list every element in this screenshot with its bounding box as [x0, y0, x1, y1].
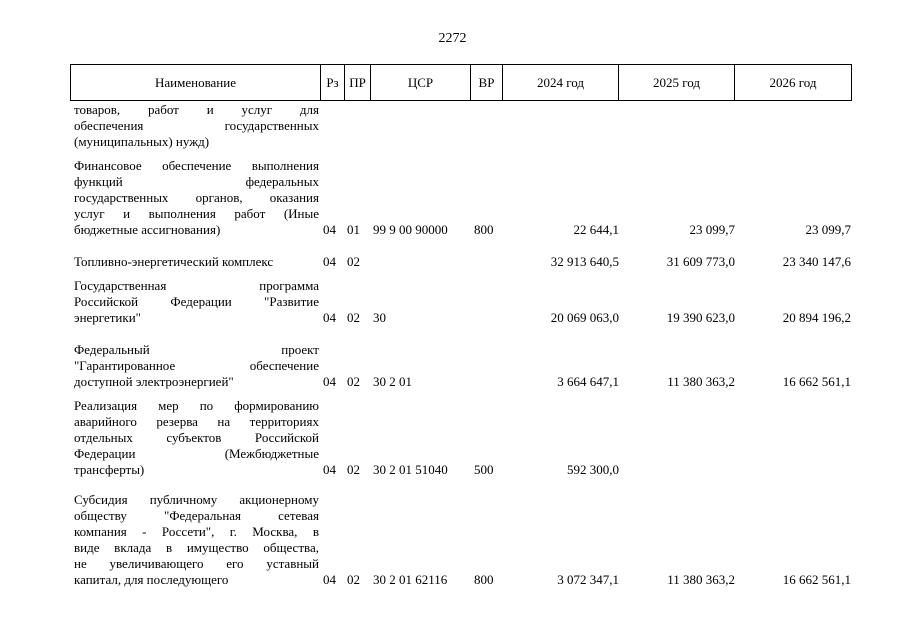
- row-2025: 11 380 363,2: [667, 572, 735, 587]
- row-name: [74, 492, 319, 588]
- row-pr: 02: [347, 310, 360, 325]
- header-vr: ВР: [471, 65, 503, 101]
- page-number: 2272: [438, 31, 467, 46]
- row-vr: 800: [474, 572, 494, 587]
- row-name-line: "Гарантированное обеспечение: [74, 358, 319, 373]
- row-name-line: (муниципальных) нужд): [74, 134, 210, 149]
- row-2025: 19 390 623,0: [666, 310, 735, 325]
- row-2025: 31 609 773,0: [666, 254, 735, 269]
- row-name-line: Субсидия публичному акционерному: [74, 492, 319, 507]
- row-name: [74, 342, 319, 390]
- row-name: [74, 278, 319, 326]
- row-name-line: товаров, работ и услуг для: [74, 102, 319, 117]
- row-name: [74, 102, 319, 150]
- row-name-line: доступной электроэнергией": [74, 374, 234, 389]
- row-csr: 30 2 01 62116: [373, 572, 448, 587]
- table-header: [70, 64, 852, 101]
- row-name-line: отдельных субъектов Российской: [74, 430, 319, 445]
- row-name: [74, 398, 319, 478]
- row-pr: 02: [347, 254, 360, 269]
- row-2026: 16 662 561,1: [782, 572, 851, 587]
- header-2026: 2026 год: [735, 65, 852, 101]
- row-name-line: Реализация мер по формированию: [74, 398, 319, 413]
- row-name-line: Топливно-энергетический комплекс: [74, 254, 274, 269]
- row-csr: 30 2 01: [373, 374, 412, 389]
- header-2024: 2024 год: [503, 65, 619, 101]
- row-2026: 20 894 196,2: [782, 310, 851, 325]
- row-vr: 800: [474, 222, 494, 237]
- row-name-line: виде вклада в имущество общества,: [74, 540, 319, 555]
- row-name-line: Государственная программа: [74, 278, 319, 293]
- row-name-line: государственных органов, оказания: [74, 190, 319, 205]
- row-2024: 20 069 063,0: [550, 310, 619, 325]
- row-name-line: функций федеральных: [74, 174, 319, 189]
- row-2025: 23 099,7: [689, 222, 735, 237]
- row-csr: 30: [373, 310, 386, 325]
- row-rz: 04: [323, 572, 336, 587]
- row-vr: 500: [474, 462, 494, 477]
- row-pr: 01: [347, 222, 360, 237]
- row-2025: 11 380 363,2: [667, 374, 735, 389]
- row-name-line: Федерации (Межбюджетные: [74, 446, 319, 461]
- row-rz: 04: [323, 254, 336, 269]
- row-name-line: не увеличивающего его уставный: [74, 556, 319, 571]
- header-2025: 2025 год: [619, 65, 735, 101]
- row-2026: 16 662 561,1: [782, 374, 851, 389]
- row-2026: 23 099,7: [805, 222, 851, 237]
- row-name-line: услуг и выполнения работ (Иные: [74, 206, 319, 221]
- row-name-line: аварийного резерва на территориях: [74, 414, 319, 429]
- row-2024: 3 072 347,1: [557, 572, 619, 587]
- row-rz: 04: [323, 374, 336, 389]
- row-csr: 99 9 00 90000: [373, 222, 448, 237]
- row-name-line: капитал, для последующего: [74, 572, 229, 587]
- row-2024: 592 300,0: [567, 462, 619, 477]
- row-name: [74, 254, 319, 270]
- row-pr: 02: [347, 462, 360, 477]
- row-name-line: обеспечения государственных: [74, 118, 319, 133]
- row-name-line: Федеральный проект: [74, 342, 319, 357]
- row-name-line: Российской Федерации "Развитие: [74, 294, 319, 309]
- row-name-line: Финансовое обеспечение выполнения: [74, 158, 319, 173]
- row-2026: 23 340 147,6: [782, 254, 851, 269]
- row-name-line: компания - Россети", г. Москва, в: [74, 524, 319, 539]
- header-rz: Рз: [321, 65, 345, 101]
- row-name-line: бюджетные ассигнования): [74, 222, 221, 237]
- row-rz: 04: [323, 222, 336, 237]
- row-rz: 04: [323, 462, 336, 477]
- row-csr: 30 2 01 51040: [373, 462, 448, 477]
- row-2024: 32 913 640,5: [550, 254, 619, 269]
- row-name: [74, 158, 319, 238]
- row-2024: 22 644,1: [573, 222, 619, 237]
- row-rz: 04: [323, 310, 336, 325]
- row-pr: 02: [347, 374, 360, 389]
- header-pr: ПР: [345, 65, 371, 101]
- row-2024: 3 664 647,1: [557, 374, 619, 389]
- header-name: Наименование: [71, 65, 321, 101]
- row-name-line: трансферты): [74, 462, 145, 477]
- header-csr: ЦСР: [371, 65, 471, 101]
- row-pr: 02: [347, 572, 360, 587]
- row-name-line: обществу "Федеральная сетевая: [74, 508, 319, 523]
- row-name-line: энергетики": [74, 310, 141, 325]
